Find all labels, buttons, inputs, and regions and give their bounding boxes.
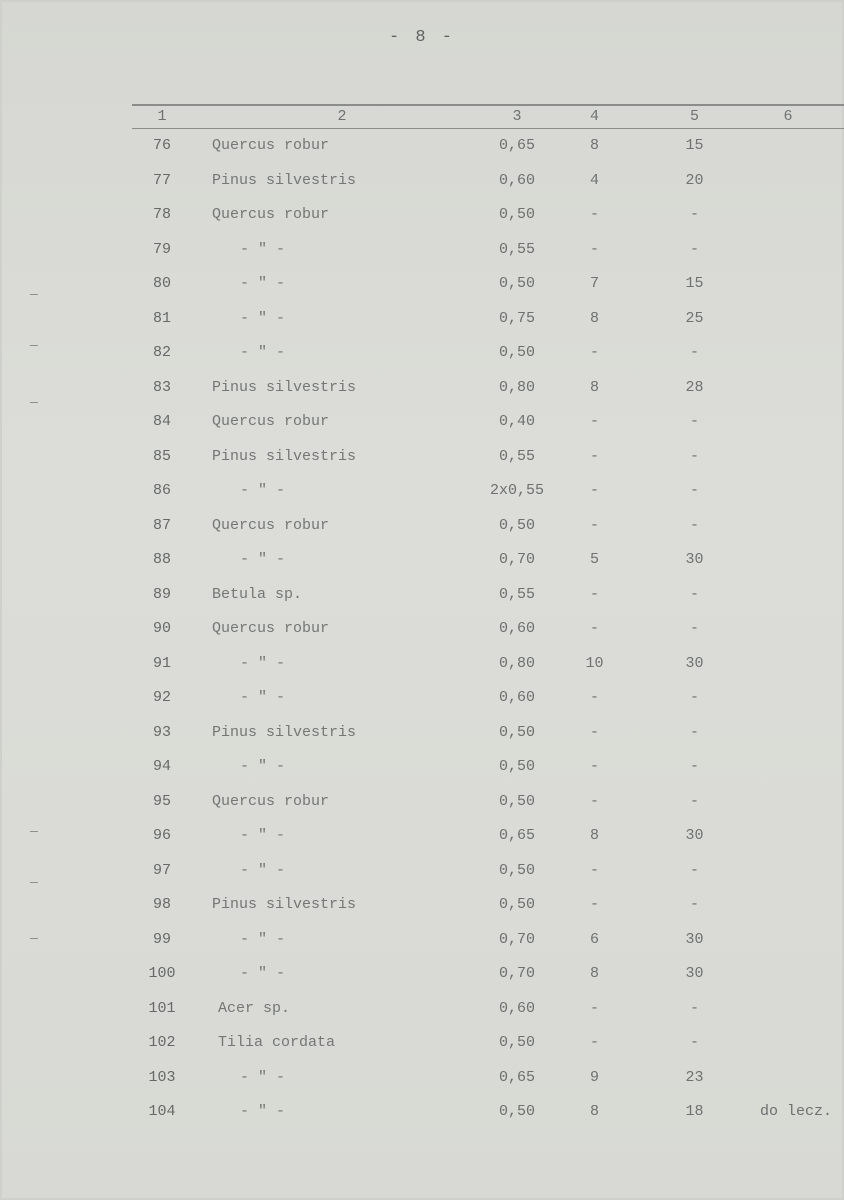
col-5-value: - [689,896,699,913]
header-col-1: 1 [157,108,167,125]
col-5-value: 15 [685,275,704,292]
col-3-value: 0,60 [498,999,535,1017]
species-name: Quercus robur [212,620,330,637]
col-3-value: 0,65 [498,1068,535,1086]
row-number: 101 [148,999,176,1017]
species-name: - " - [240,965,286,982]
col-4-value: - [589,516,599,534]
species-name: Tilia cordata [218,1034,336,1051]
row-number: 97 [152,861,171,879]
species-name: - " - [240,689,286,706]
col-4-value: 8 [589,965,599,982]
col-4-value: 4 [589,171,599,189]
row-number: 76 [152,137,171,154]
table-row [132,716,844,751]
col-3-value: 0,60 [498,171,535,189]
header-col-3: 3 [512,108,522,125]
col-3-value: 0,55 [498,240,535,258]
row-number: 89 [152,585,171,603]
species-name: Pinus silvestris [212,447,357,465]
species-name: - " - [240,1103,286,1120]
col-4-value: - [589,758,599,775]
col-3-value: 0,50 [498,758,535,775]
col-3-value: 0,50 [498,723,535,741]
row-number: 90 [152,620,171,637]
col-3-value: 0,60 [498,620,535,637]
margin-mark [30,938,38,939]
table-row [132,957,844,992]
table-row [132,1095,844,1130]
table-row [132,750,844,785]
col-3-value: 0,50 [498,792,535,810]
col-5-value: - [689,585,699,603]
table-row [132,198,844,233]
col-3-value: 0,75 [498,309,535,327]
col-4-value: 5 [589,551,599,568]
table-row [132,647,844,682]
col-4-value: - [589,861,599,879]
species-name: Quercus robur [212,137,330,154]
col-5-value: 30 [685,930,704,948]
row-number: 91 [152,654,171,672]
table-row [132,681,844,716]
col-4-value: 9 [589,1068,599,1086]
col-5-value: 30 [685,965,704,982]
col-5-value: 30 [685,654,704,672]
col-3-value: 0,55 [498,585,535,603]
species-name: - " - [240,861,286,879]
species-name: - " - [240,758,286,775]
species-name: - " - [240,1068,286,1086]
col-3-value: 0,80 [498,654,535,672]
col-6-note: do lecz. [759,1103,832,1120]
col-5-value: - [689,999,699,1017]
species-name: Pinus silvestris [212,723,357,741]
species-name: - " - [240,344,286,361]
row-number: 94 [152,758,171,775]
species-name: - " - [240,240,286,258]
species-name: - " - [240,309,286,327]
col-4-value: 8 [589,137,599,154]
row-number: 95 [152,792,171,810]
col-5-value: 15 [685,137,704,154]
col-4-value: 10 [585,654,604,672]
species-name: - " - [240,482,286,499]
col-5-value: - [689,240,699,258]
row-number: 93 [152,723,171,741]
table-row [132,129,844,164]
row-number: 104 [148,1103,176,1120]
col-5-value: 23 [685,1068,704,1086]
col-4-value: 8 [589,827,599,844]
col-5-value: - [689,689,699,706]
col-4-value: - [589,344,599,361]
row-number: 87 [152,516,171,534]
table-row [132,1026,844,1061]
table-row [132,923,844,958]
col-5-value: - [689,344,699,361]
col-3-value: 0,70 [498,551,535,568]
row-number: 99 [152,930,171,948]
col-4-value: 8 [589,378,599,396]
col-5-value: 30 [685,551,704,568]
col-5-value: - [689,861,699,879]
col-5-value: 30 [685,827,704,844]
col-3-value: 0,50 [498,1103,535,1120]
row-number: 103 [148,1068,176,1086]
table-header-row [132,106,844,128]
col-4-value: - [589,792,599,810]
col-4-value: - [589,620,599,637]
margin-mark [30,402,38,403]
table-row [132,440,844,475]
col-3-value: 0,70 [498,965,535,982]
col-4-value: - [589,482,599,499]
col-3-value: 0,40 [498,413,535,430]
species-name: Betula sp. [212,585,303,603]
table-row [132,888,844,923]
tree-inventory-table [132,104,844,1130]
table-row [132,233,844,268]
species-name: Quercus robur [212,516,330,534]
col-4-value: - [589,689,599,706]
col-5-value: - [689,516,699,534]
col-3-value: 0,50 [498,344,535,361]
col-5-value: - [689,413,699,430]
table-body [132,129,844,1130]
col-3-value: 0,70 [498,930,535,948]
row-number: 80 [152,275,171,292]
col-3-value: 0,65 [498,827,535,844]
table-row [132,509,844,544]
species-name: - " - [240,654,286,672]
species-name: Pinus silvestris [212,378,357,396]
col-3-value: 0,50 [498,206,535,223]
col-5-value: - [689,1034,699,1051]
table-row [132,992,844,1027]
row-number: 100 [148,965,176,982]
row-number: 102 [148,1034,176,1051]
row-number: 77 [152,171,171,189]
margin-mark [30,294,38,295]
table-row [132,854,844,889]
col-5-value: 28 [685,378,704,396]
row-number: 96 [152,827,171,844]
col-3-value: 0,65 [498,137,535,154]
col-3-value: 0,50 [498,896,535,913]
col-4-value: - [589,413,599,430]
species-name: Quercus robur [212,206,330,223]
table-row [132,474,844,509]
col-3-value: 2x0,55 [489,482,544,499]
row-number: 84 [152,413,171,430]
col-4-value: - [589,723,599,741]
header-col-6: 6 [783,108,793,125]
species-name: Quercus robur [212,792,330,810]
col-5-value: - [689,447,699,465]
col-4-value: 8 [589,1103,599,1120]
col-3-value: 0,50 [498,861,535,879]
margin-mark [30,831,38,832]
species-name: - " - [240,275,286,292]
col-3-value: 0,50 [498,1034,535,1051]
table-row [132,267,844,302]
col-4-value: - [589,585,599,603]
col-5-value: - [689,620,699,637]
header-col-5: 5 [689,108,699,125]
species-name: Pinus silvestris [212,171,357,189]
col-4-value: 7 [589,275,599,292]
col-5-value: 25 [685,309,704,327]
species-name: Acer sp. [218,999,291,1017]
col-3-value: 0,60 [498,689,535,706]
page-number: - 8 - [388,28,455,47]
col-5-value: - [689,723,699,741]
header-col-2: 2 [337,108,347,125]
col-4-value: - [589,1034,599,1051]
row-number: 82 [152,344,171,361]
table-row [132,371,844,406]
table-row [132,302,844,337]
col-4-value: - [589,206,599,223]
col-3-value: 0,50 [498,275,535,292]
table-row [132,1061,844,1096]
header-col-4: 4 [589,108,599,125]
col-4-value: - [589,896,599,913]
col-3-value: 0,80 [498,378,535,396]
col-4-value: 8 [589,309,599,327]
table-row [132,164,844,199]
col-4-value: - [589,447,599,465]
row-number: 98 [152,896,171,913]
row-number: 83 [152,378,171,396]
row-number: 86 [152,482,171,499]
col-5-value: - [689,792,699,810]
col-3-value: 0,50 [498,516,535,534]
margin-mark [30,882,38,883]
col-5-value: - [689,758,699,775]
col-4-value: - [589,999,599,1017]
table-row [132,785,844,820]
col-5-value: 18 [685,1103,704,1120]
row-number: 88 [152,551,171,568]
table-row [132,612,844,647]
row-number: 85 [152,447,171,465]
margin-mark [30,345,38,346]
table-row [132,336,844,371]
row-number: 81 [152,309,171,327]
col-3-value: 0,55 [498,447,535,465]
species-name: - " - [240,930,286,948]
col-5-value: 20 [685,171,704,189]
col-5-value: - [689,482,699,499]
species-name: Quercus robur [212,413,330,430]
col-4-value: 6 [589,930,599,948]
col-4-value: - [589,240,599,258]
table-row [132,543,844,578]
col-5-value: - [689,206,699,223]
table-row [132,405,844,440]
species-name: - " - [240,551,286,568]
species-name: - " - [240,827,286,844]
row-number: 79 [152,240,171,258]
row-number: 92 [152,689,171,706]
species-name: Pinus silvestris [212,896,357,913]
table-row [132,578,844,613]
table-row [132,819,844,854]
row-number: 78 [152,206,171,223]
